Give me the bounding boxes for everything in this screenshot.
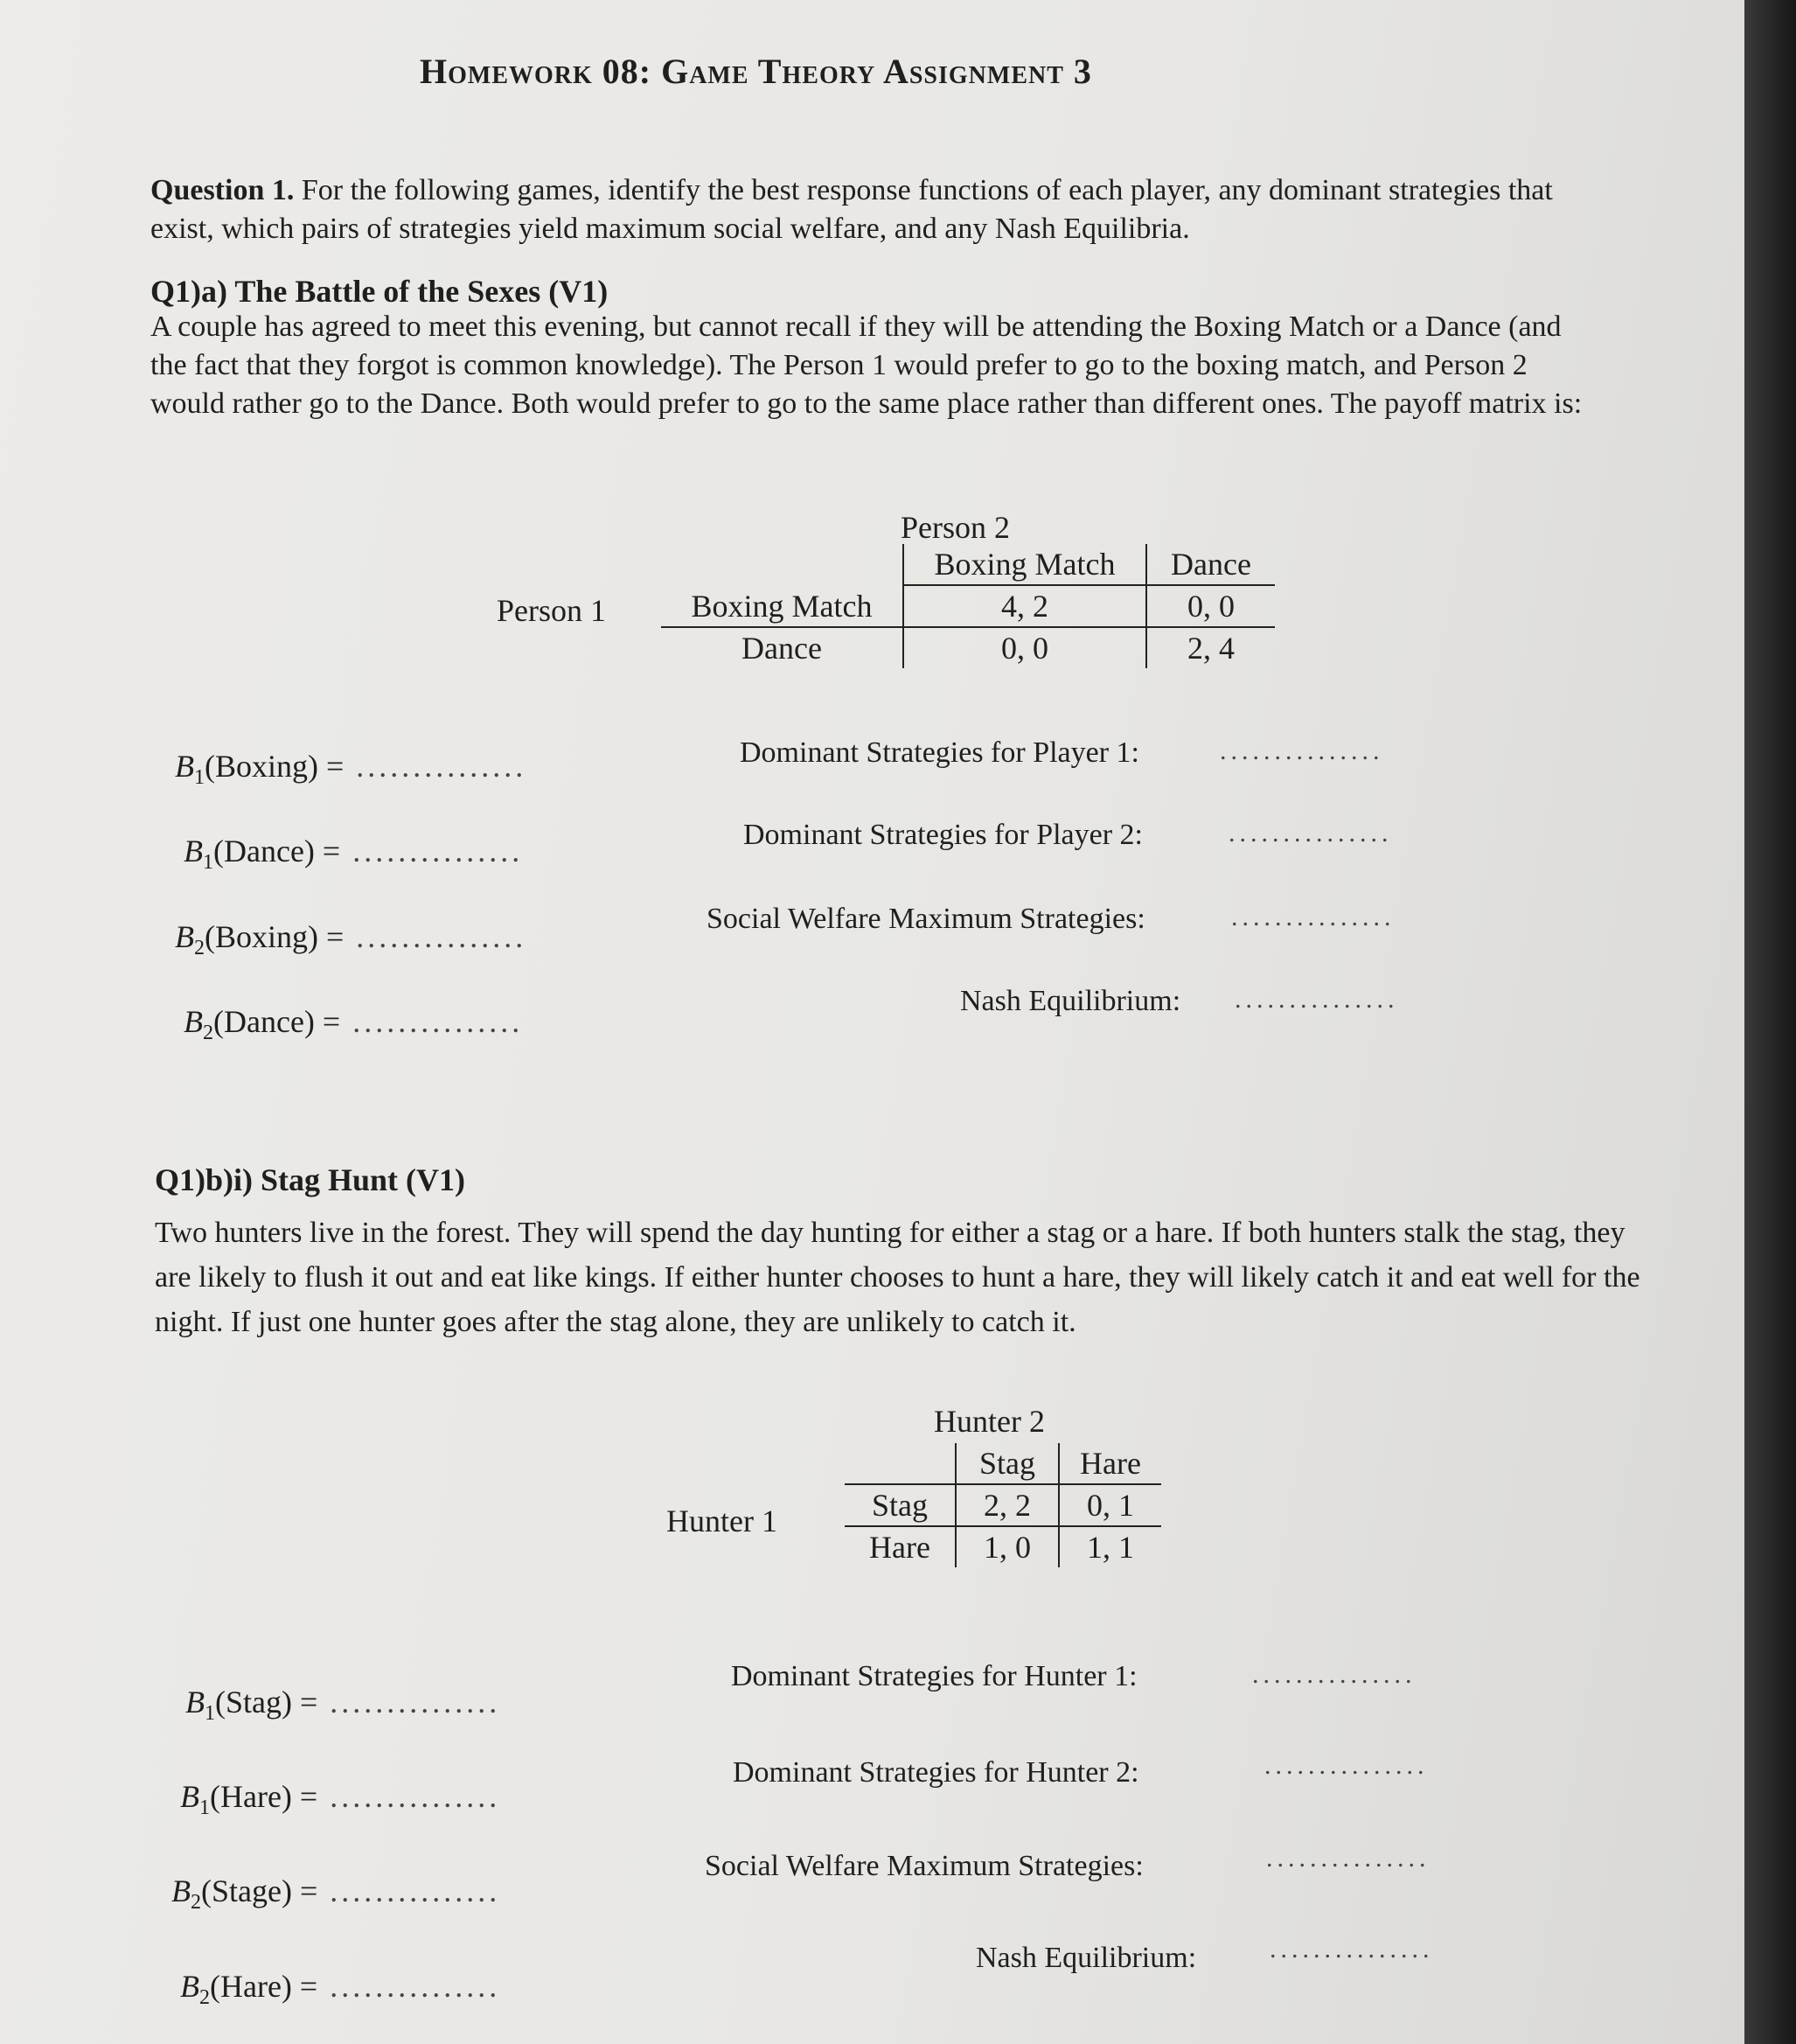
q1a-row-header: Boxing Match (661, 585, 903, 627)
q1a-payoff-cell: 4, 2 (903, 585, 1146, 627)
q1b-payoff-matrix (845, 1443, 1161, 1567)
q1a-payoff-cell: 2, 4 (1146, 627, 1275, 668)
q1b-dominant-h1-label: Dominant Strategies for Hunter 1: (731, 1660, 1138, 1692)
q1a-row-player: Person 1 (497, 593, 606, 628)
q1b-best-response-1: $B_1(Stag)$ = ............... (185, 1685, 501, 1726)
q1b-row-header: Hare (869, 1530, 930, 1565)
q1a-answer-line: ............... (1229, 819, 1393, 848)
q1a-dominant-p2-label: Dominant Strategies for Player 2: (743, 819, 1144, 851)
q1b-payoff-cell: 0, 1 (1059, 1484, 1161, 1526)
q1b-answer-line: ............... (1266, 1844, 1431, 1873)
q1a-nash-label: Nash Equilibrium: (960, 985, 1181, 1017)
q1a-dominant-p1-label: Dominant Strategies for Player 1: (740, 736, 1140, 769)
q1b-payoff-cell: 1, 1 (1059, 1526, 1161, 1567)
q1b-col-header: Hare (1059, 1443, 1161, 1484)
q1b-row-player: Hunter 1 (666, 1503, 777, 1538)
q1b-best-response-2: $B_1(Hare)$ = ............... (180, 1779, 501, 1820)
q1a-col-player: Person 2 (901, 510, 1010, 545)
q1b-row-header: Stag (845, 1484, 956, 1526)
q1a-answer-line: ............... (1231, 903, 1396, 931)
q1b-answer-line: ............... (1252, 1660, 1417, 1689)
q1a-best-response-4: $B_2(Dance)$ = ............... (184, 1004, 524, 1045)
q1a-payoff-matrix (661, 544, 1275, 668)
question-1-intro (150, 171, 1567, 248)
q1b-social-welfare-label: Social Welfare Maximum Strategies: (705, 1850, 1144, 1882)
q1a-answer-line: ............... (1235, 985, 1399, 1014)
q1a-best-response-1: $B_1(Boxing)$ = ............... (175, 749, 527, 790)
q1a-social-welfare-label: Social Welfare Maximum Strategies: (707, 903, 1145, 935)
q1a-heading: Q1)a) The Battle of the Sexes (V1) (150, 274, 609, 309)
q1a-row-header: Dance (741, 631, 822, 666)
question-1-text: For the following games, identify the best response functions of each player, any dominant strategies that exist, which pairs of strategies yield maximum social welfare, and any Nash Equilibria. (150, 174, 1553, 245)
q1b-answer-line: ............... (1264, 1751, 1429, 1780)
q1b-answer-line: ............... (1270, 1935, 1434, 1964)
q1b-text: Two hunters live in the forest. They will spend the day hunting for either a stag or a hare. If both hunters stalk the stag, they are likely to flush it out and eat like kings. If either hunter chooses to hunt a hare, they will likely catch it and eat well for the night. If just one hunter goes after the stag alone, they are unlikely to catch it. (155, 1217, 1640, 1338)
q1a-text: A couple has agreed to meet this evening, but cannot recall if they will be attending the Boxing Match or a Dance (and the fact that they forgot is common knowledge). The Person 1 would prefer to go to the boxing match, and Person 2 would rather go to the Dance. Both would prefer to go to the same place rather than different ones. The payoff matrix is: (150, 310, 1583, 420)
q1a-payoff-cell: 0, 0 (1146, 585, 1275, 627)
q1b-col-player: Hunter 2 (934, 1404, 1045, 1439)
q1b-payoff-cell: 2, 2 (956, 1484, 1059, 1526)
desk-background (1744, 0, 1796, 2044)
question-1-label: Question 1. (150, 174, 295, 206)
q1b-col-header: Stag (956, 1443, 1059, 1484)
q1b-best-response-4: $B_2(Hare)$ = ............... (180, 1969, 501, 2010)
q1b-best-response-3: $B_2(Stage)$ = ............... (171, 1873, 501, 1915)
q1a-best-response-3: $B_2(Boxing)$ = ............... (175, 919, 527, 960)
page-title: Homework 08: Game Theory Assignment 3 (420, 52, 1092, 91)
q1b-dominant-h2-label: Dominant Strategies for Hunter 2: (733, 1756, 1139, 1789)
q1b-nash-label: Nash Equilibrium: (976, 1942, 1197, 1974)
q1a-col-header: Dance (1146, 544, 1275, 585)
q1a-col-header: Boxing Match (903, 544, 1146, 585)
q1b-heading: Q1)b)i) Stag Hunt (V1) (155, 1162, 466, 1197)
q1b-payoff-cell: 1, 0 (956, 1526, 1059, 1567)
q1a-answer-line: ............... (1220, 736, 1384, 765)
q1a-payoff-cell: 0, 0 (903, 627, 1146, 668)
q1a-best-response-2: $B_1(Dance)$ = ............... (184, 834, 524, 875)
